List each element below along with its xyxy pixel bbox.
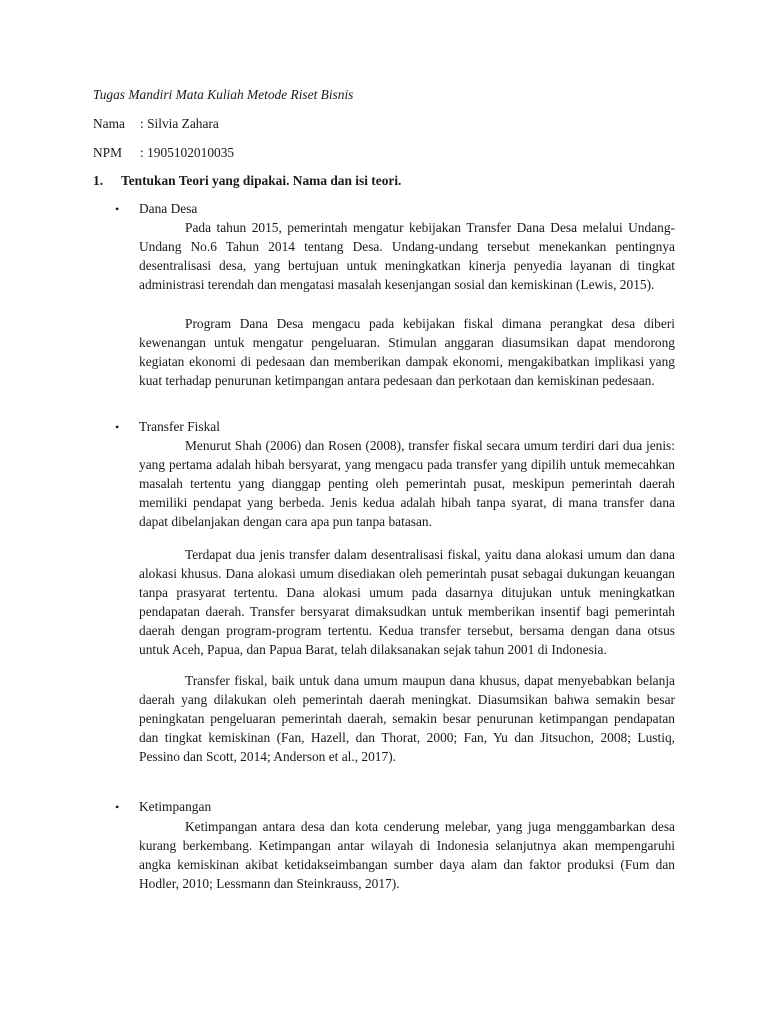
bullet-icon: • [115,202,120,216]
paragraph: Terdapat dua jenis transfer dalam desentralisasi fiskal, yaitu dana alokasi umum dan dana alokasi khusus. Dana alokasi umum disediakan oleh pemerintah pusat sebagai dukungan keuangan tanpa prasyarat tertentu. Dana alokasi umum pada dasarnya ditujukan untuk meningkatkan pendapatan daerah. Transfer bersyarat dimaksudkan untuk memberikan insentif bagi pemerintah daerah dengan program-program tertentu. Kedua transfer tersebut, bersama dengan dana otsus untuk Aceh, Papua, dan Papua Barat, telah dilaksanakan sejak tahun 2001 di Indonesia. [139,547,675,658]
name-value: : Silvia Zahara [140,116,219,131]
paragraph: Transfer fiskal, baik untuk dana umum maupun dana khusus, dapat menyebabkan belanja daerah yang dilakukan oleh pemerintah daerah meningkat. Diasumsikan bahwa semakin besar peningkatan pengeluaran pemerintah daerah, semakin besar penurunan ketimpangan pendapatan dan tingkat kemiskinan (Fan, Hazell, dan Thorat, 2000; Fan, Yu dan Jitsuchon, 2008; Lustiq, Pessino dan Scott, 2014; Anderson et al., 2017). [139,673,675,765]
bullet-icon: • [115,800,120,814]
paragraph: Pada tahun 2015, pemerintah mengatur kebijakan Transfer Dana Desa melalui Undang-Undang No.6 Tahun 2014 tentang Desa. Undang-undang tersebut menekankan pentingnya desentralisasi desa, yang bertujuan untuk meningkatkan kinerja penyedia layanan di tingkat administrasi terendah dan mengatasi masalah kesenjangan sosial dan kemiskinan (Lewis, 2015). [139,220,675,293]
npm-value: : 1905102010035 [140,145,235,160]
section-title-ketimpangan: Ketimpangan [139,799,212,814]
paragraph: Program Dana Desa mengacu pada kebijakan fiskal dimana perangkat desa diberi kewenangan untuk mengatur pengeluaran. Stimulan anggaran diasumsikan dapat mendorong kegiatan ekonomi di pedesaan dan memberikan dampak ekonomi, mengakibatkan implikasi yang kuat terhadap penurunan ketimpangan antara pedesaan dan perkotaan dan kemiskinan pedesaan. [139,316,675,389]
assignment-title: Tugas Mandiri Mata Kuliah Metode Riset Bisnis [93,87,354,102]
paragraph: Menurut Shah (2006) dan Rosen (2008), transfer fiskal secara umum terdiri dari dua jenis: yang pertama adalah hibah bersyarat, yang mengacu pada transfer yang dipilih untuk memecahkan masalah tertentu yang dianggap penting oleh pemerintah pusat, meskipun pemerintah daerah memiliki pendapat yang berbeda. Jenis kedua adalah hibah tanpa syarat, di mana transfer dana dapat dibelanjakan dengan cara apa pun tanpa batasan. [139,438,675,530]
name-label: Nama [93,116,125,131]
question-text: Tentukan Teori yang dipakai. Nama dan isi teori. [121,173,402,188]
question-number: 1. [93,173,104,188]
paragraph: Ketimpangan antara desa dan kota cenderung melebar, yang juga menggambarkan desa kurang berkembang. Ketimpangan antar wilayah di Indonesia selanjutnya akan mempengaruhi angka kemiskinan akibat ketidakseimbangan sumber daya alam dan faktor produksi (Fum dan Hodler, 2010; Lessmann dan Steinkrauss, 2017). [139,819,675,892]
bullet-icon: • [115,420,120,434]
section-title-dana-desa: Dana Desa [139,201,198,216]
question-heading [93,173,401,189]
npm-label: NPM [93,145,123,160]
section-title-transfer-fiskal: Transfer Fiskal [139,419,220,434]
